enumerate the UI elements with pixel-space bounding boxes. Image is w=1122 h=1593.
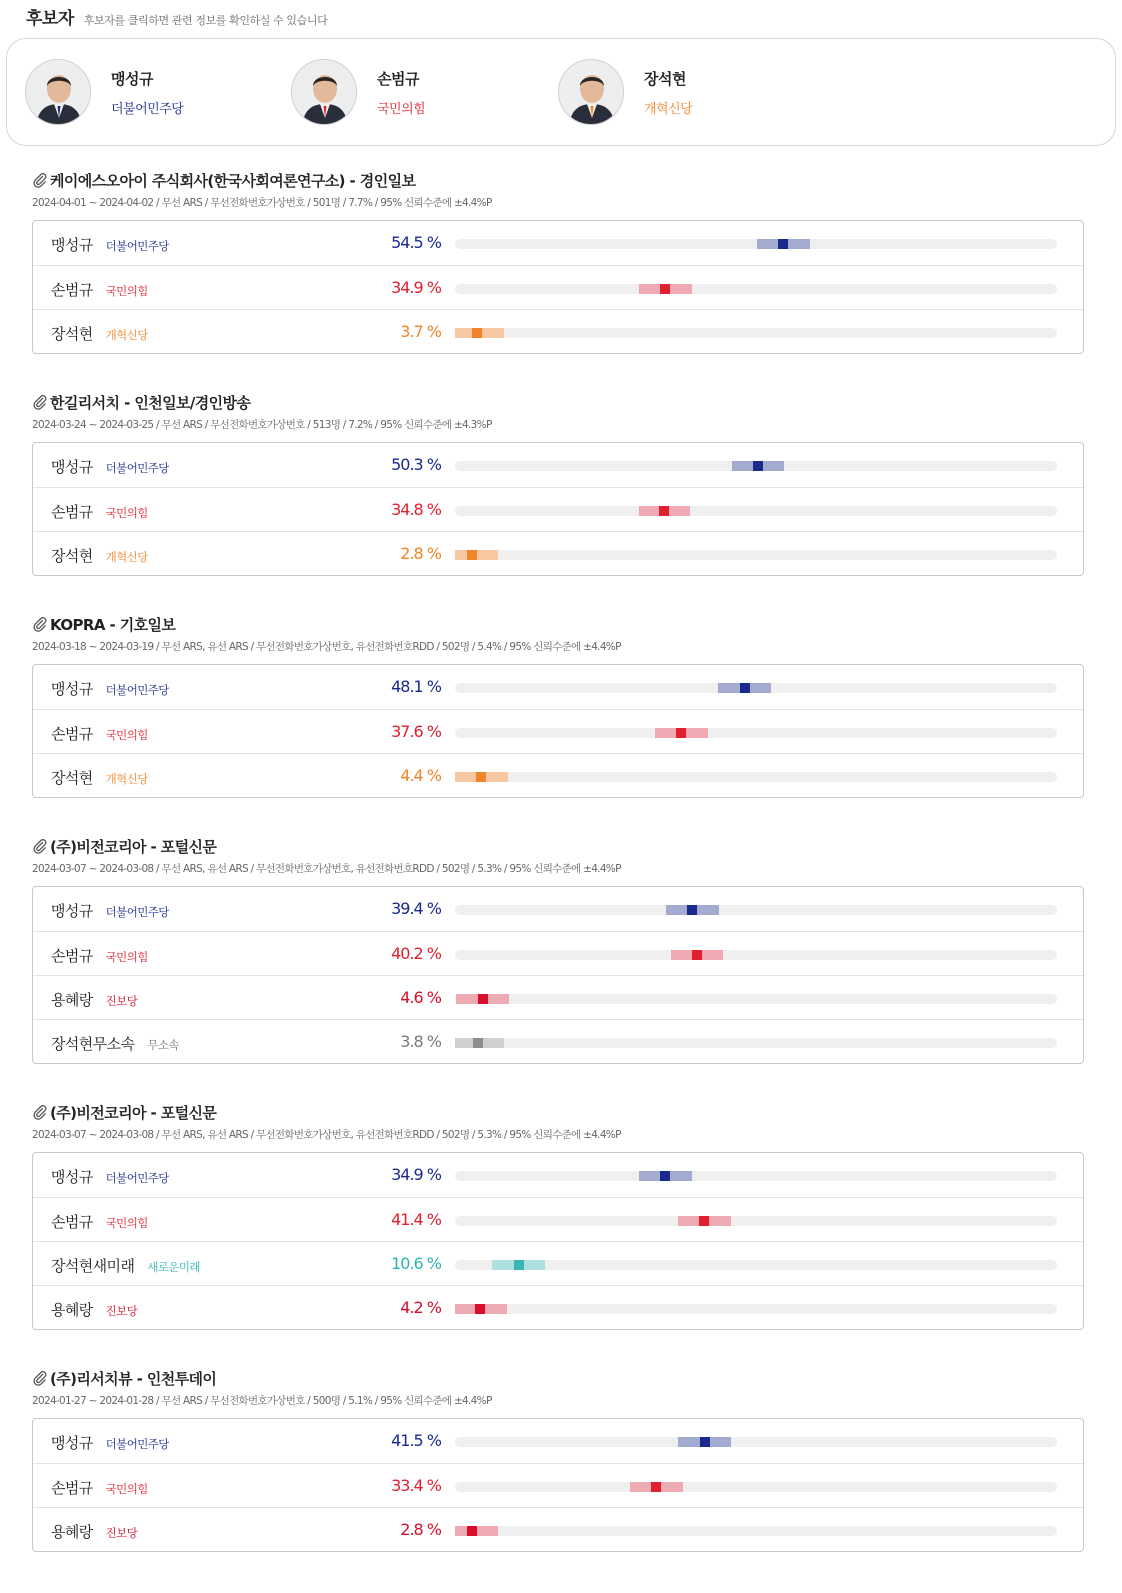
result-point-marker [467,1526,477,1536]
result-candidate[interactable] [51,1166,169,1187]
paperclip-icon [32,616,48,632]
result-row [33,1197,1083,1241]
result-row [33,975,1083,1019]
result-point-marker [472,328,482,338]
result-bar-track [455,905,1057,915]
paperclip-icon [32,1370,48,1386]
result-point-marker [467,550,477,560]
paperclip-icon [32,394,48,410]
poll-title[interactable] [32,836,1084,856]
result-point-marker [660,1171,670,1181]
result-party-label: 국민의힘 [105,506,148,520]
result-percentage: 34.9 % [391,278,441,297]
poll-section [32,614,1084,798]
result-party-label: 무소속 [147,1038,179,1052]
result-point-marker [659,506,669,516]
result-bar-track [455,950,1057,960]
poll-section [32,836,1084,1064]
result-bar-track [455,461,1057,471]
result-bar-track [455,772,1057,782]
candidate-card[interactable] [25,59,183,125]
result-percentage: 34.9 % [391,1165,441,1184]
result-percentage: 41.5 % [391,1431,441,1450]
result-point-marker [651,1482,661,1492]
result-candidate-name: 맹성규 [51,1434,93,1452]
result-candidate-name: 맹성규 [51,458,93,476]
result-point-marker [660,284,670,294]
poll-section [32,392,1084,576]
result-point-marker [473,1038,483,1048]
result-percentage: 3.8 % [400,1032,441,1051]
result-percentage: 33.4 % [391,1476,441,1495]
result-candidate[interactable] [51,723,148,744]
result-party-label: 진보당 [105,1304,138,1318]
result-bar-track [455,1482,1057,1492]
result-point-marker [740,683,750,693]
result-bar-track [455,1216,1057,1226]
result-candidate-name: 용혜랑 [51,1301,93,1319]
result-row [33,265,1083,309]
result-candidate[interactable] [51,767,148,788]
result-party-label: 국민의힘 [105,950,148,964]
candidate-photo-icon [291,59,357,125]
result-bar-track [455,328,1057,338]
result-point-marker [700,1437,710,1447]
result-bar-track [455,1526,1057,1536]
candidate-name: 손범규 [377,69,419,88]
poll-meta: 2024-04-01 ~ 2024-04-02 / 무선 ARS / 무선전화번호가상번호 / 501명 / 7.7% / 95% 신뢰수준에 ±4.4%P [32,197,492,209]
candidate-photo-icon [558,59,624,125]
result-row [33,1019,1083,1063]
result-party-label: 새로운미래 [147,1260,200,1274]
paperclip-icon [32,172,48,188]
result-party-label: 진보당 [105,994,138,1008]
result-bar-track [455,1260,1057,1270]
result-candidate[interactable] [51,1299,137,1320]
result-row [33,709,1083,753]
poll-title-text: KOPRA - 기호일보 [50,615,176,634]
section-hint: 후보자를 클릭하면 관련 정보를 확인하실 수 있습니다 [83,14,328,27]
candidate-party: 더불어민주당 [111,101,184,117]
result-row [33,443,1083,487]
result-candidate-name: 손범규 [51,281,93,299]
result-party-label: 국민의힘 [105,284,148,298]
result-candidate[interactable] [51,1521,137,1542]
section-title: 후보자 [26,9,74,29]
paperclip-icon [32,1104,48,1120]
poll-result-table [32,1418,1084,1552]
result-bar-track [455,728,1057,738]
result-candidate-name: 용혜랑 [51,991,93,1009]
result-percentage: 34.8 % [391,500,441,519]
result-party-label: 더불어민주당 [105,461,169,475]
poll-title-text: 케이에스오아이 주식회사(한국사회여론연구소) - 경인일보 [50,171,416,190]
result-party-label: 더불어민주당 [105,905,169,919]
result-party-label: 국민의힘 [105,728,148,742]
result-row [33,887,1083,931]
result-point-marker [475,1304,485,1314]
result-percentage: 2.8 % [400,1520,441,1539]
result-percentage: 40.2 % [391,944,441,963]
candidate-list [6,38,1116,146]
result-row [33,931,1083,975]
result-row [33,309,1083,353]
result-bar-track [455,284,1057,294]
result-party-label: 진보당 [105,1526,138,1540]
result-percentage: 4.2 % [400,1298,441,1317]
result-point-marker [778,239,788,249]
result-party-label: 개혁신당 [105,550,148,564]
poll-result-table [32,886,1084,1064]
result-candidate-name: 손범규 [51,1213,93,1231]
result-candidate-name: 용혜랑 [51,1523,93,1541]
poll-title[interactable] [32,1102,1084,1122]
result-candidate-name: 장석현 [51,769,93,787]
result-row [33,1285,1083,1329]
result-percentage: 48.1 % [391,677,441,696]
result-percentage: 50.3 % [391,455,441,474]
poll-result-table [32,664,1084,798]
result-candidate[interactable] [51,1477,148,1498]
candidate-name: 장석현 [644,69,686,88]
result-percentage: 37.6 % [391,722,441,741]
result-bar-track [455,994,1057,1004]
result-candidate[interactable] [51,1033,179,1054]
candidate-name: 맹성규 [111,69,153,88]
result-party-label: 더불어민주당 [105,1437,169,1451]
result-row [33,531,1083,575]
result-candidate[interactable] [51,456,169,477]
candidate-card[interactable] [558,59,692,125]
result-point-marker [692,950,702,960]
result-candidate-name: 손범규 [51,947,93,965]
result-candidate-name: 맹성규 [51,1168,93,1186]
result-candidate[interactable] [51,1255,200,1276]
result-candidate-name: 장석현무소속 [51,1035,135,1053]
result-row [33,1507,1083,1551]
result-candidate[interactable] [51,1211,148,1232]
result-candidate[interactable] [51,989,137,1010]
section-header [26,4,328,29]
result-candidate[interactable] [51,545,148,566]
result-bar-track [455,550,1057,560]
result-row [33,221,1083,265]
result-percentage: 39.4 % [391,899,441,918]
poll-title-text: (주)비전코리아 - 포털신문 [50,1103,217,1122]
result-candidate-name: 장석현 [51,325,93,343]
poll-title[interactable] [32,170,1084,190]
result-party-label: 개혁신당 [105,772,148,786]
candidate-info [111,68,183,117]
result-candidate[interactable] [51,234,169,255]
paperclip-icon [32,838,48,854]
result-candidate-name: 손범규 [51,725,93,743]
result-candidate-name: 장석현새미래 [51,1257,135,1275]
poll-section [32,170,1084,354]
result-candidate-name: 맹성규 [51,680,93,698]
result-candidate[interactable] [51,323,148,344]
poll-meta: 2024-03-18 ~ 2024-03-19 / 무선 ARS, 유선 ARS / 무선전화번호가상번호, 유선전화번호RDD / 502명 / 5.4% / 95% 신뢰수준에 ±4.4%P [32,641,621,653]
result-percentage: 41.4 % [391,1210,441,1229]
result-point-marker [753,461,763,471]
result-bar-track [455,506,1057,516]
candidate-party: 국민의힘 [377,101,426,117]
poll-meta: 2024-01-27 ~ 2024-01-28 / 무선 ARS / 무선전화번호가상번호 / 500명 / 5.1% / 95% 신뢰수준에 ±4.4%P [32,1395,492,1407]
result-party-label: 국민의힘 [105,1216,148,1230]
poll-result-table [32,220,1084,354]
result-candidate[interactable] [51,900,169,921]
result-row [33,753,1083,797]
result-candidate-name: 맹성규 [51,902,93,920]
result-candidate[interactable] [51,279,148,300]
result-point-marker [514,1260,524,1270]
result-point-marker [676,728,686,738]
poll-result-table [32,442,1084,576]
result-bar-track [455,1038,1057,1048]
result-candidate-name: 손범규 [51,1479,93,1497]
poll-section [32,1102,1084,1330]
result-party-label: 더불어민주당 [105,683,169,697]
result-candidate[interactable] [51,1432,169,1453]
result-row [33,1419,1083,1463]
candidate-info [377,68,425,117]
poll-title[interactable] [32,1368,1084,1388]
result-bar-track [455,1437,1057,1447]
result-percentage: 54.5 % [391,233,441,252]
result-party-label: 개혁신당 [105,328,148,342]
result-candidate-name: 맹성규 [51,236,93,254]
result-row [33,1241,1083,1285]
result-row [33,665,1083,709]
result-percentage: 10.6 % [391,1254,441,1273]
candidate-card[interactable] [291,59,425,125]
result-candidate[interactable] [51,678,169,699]
candidate-party: 개혁신당 [644,101,693,117]
result-bar-track [455,1304,1057,1314]
result-party-label: 국민의힘 [105,1482,148,1496]
result-bar-track [455,1171,1057,1181]
result-point-marker [476,772,486,782]
result-bar-track [455,683,1057,693]
result-candidate-name: 장석현 [51,547,93,565]
result-point-marker [478,994,488,1004]
result-point-marker [687,905,697,915]
poll-meta: 2024-03-07 ~ 2024-03-08 / 무선 ARS, 유선 ARS / 무선전화번호가상번호, 유선전화번호RDD / 502명 / 5.3% / 95% 신뢰수준에 ±4.4%P [32,863,621,875]
result-candidate-name: 손범규 [51,503,93,521]
candidate-photo-icon [25,59,91,125]
result-candidate[interactable] [51,501,148,522]
poll-section [32,1368,1084,1552]
result-row [33,1463,1083,1507]
result-percentage: 3.7 % [400,322,441,341]
poll-title[interactable] [32,614,1084,634]
result-row [33,1153,1083,1197]
result-bar-track [455,239,1057,249]
poll-meta: 2024-03-07 ~ 2024-03-08 / 무선 ARS, 유선 ARS / 무선전화번호가상번호, 유선전화번호RDD / 502명 / 5.3% / 95% 신뢰수준에 ±4.4%P [32,1129,621,1141]
result-percentage: 4.4 % [400,766,441,785]
poll-title-text: 한길리서치 - 인천일보/경인방송 [50,393,251,412]
poll-title-text: (주)비전코리아 - 포털신문 [50,837,217,856]
poll-meta: 2024-03-24 ~ 2024-03-25 / 무선 ARS / 무선전화번호가상번호 / 513명 / 7.2% / 95% 신뢰수준에 ±4.3%P [32,419,492,431]
result-percentage: 4.6 % [400,988,441,1007]
poll-title[interactable] [32,392,1084,412]
result-percentage: 2.8 % [400,544,441,563]
result-candidate[interactable] [51,945,148,966]
candidate-info [644,68,692,117]
result-party-label: 더불어민주당 [105,1171,169,1185]
result-point-marker [699,1216,709,1226]
poll-result-table [32,1152,1084,1330]
poll-title-text: (주)리서치뷰 - 인천투데이 [50,1369,217,1388]
result-party-label: 더불어민주당 [105,239,169,253]
result-row [33,487,1083,531]
